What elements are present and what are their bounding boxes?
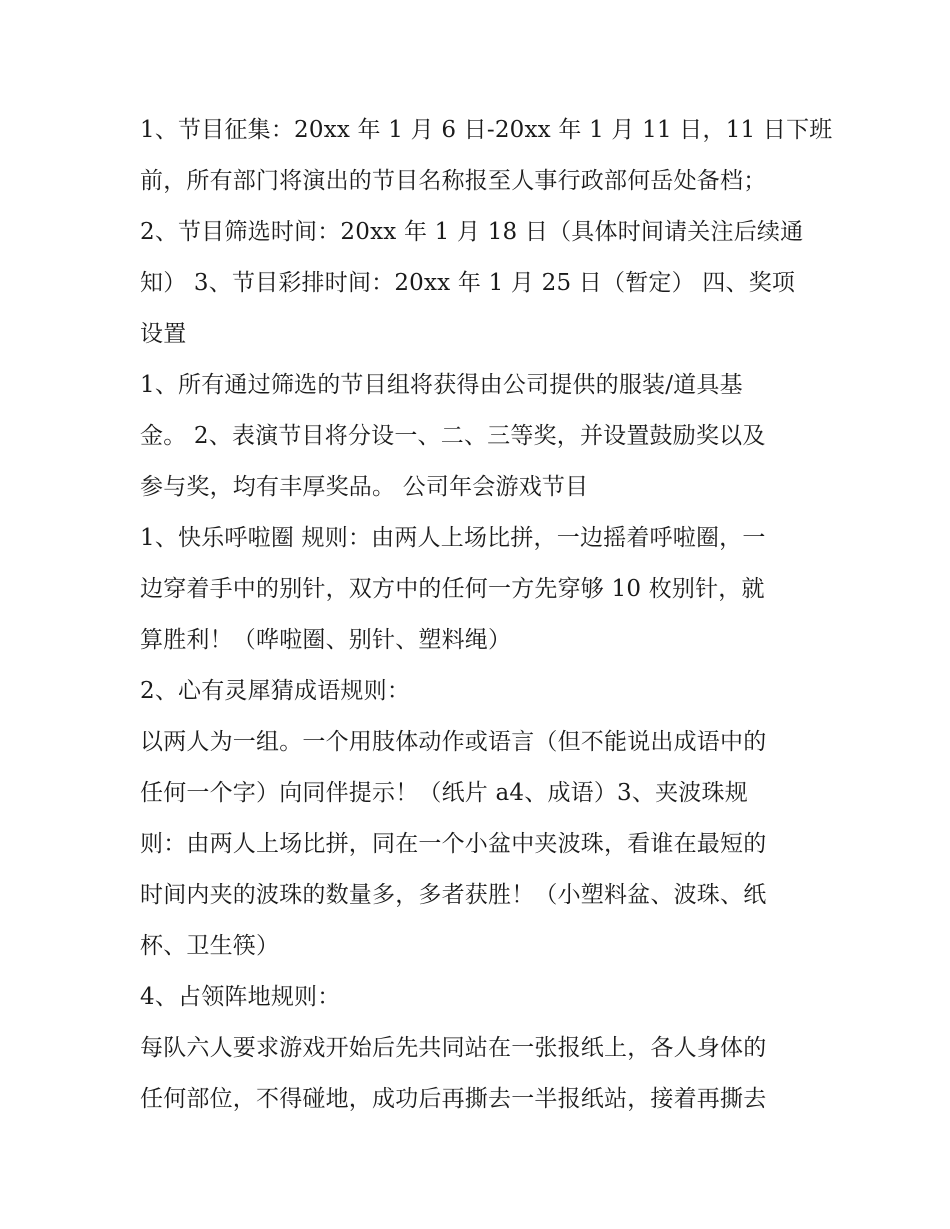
text-line: 1、快乐呼啦圈 规则：由两人上场比拼，一边摇着呼啦圈，一 xyxy=(140,525,766,551)
document-body xyxy=(140,108,833,1128)
text-line: 以两人为一组。一个用肢体动作或语言（但不能说出成语中的 xyxy=(140,729,767,755)
text-line: 任何一个字）向同伴提示！（纸片 a4、成语）3、夹波珠规 xyxy=(140,780,748,806)
text-line: 1、所有通过筛选的节目组将获得由公司提供的服装/道具基 xyxy=(140,372,743,398)
text-line: 金。 2、表演节目将分设一、二、三等奖，并设置鼓励奖以及 xyxy=(140,423,766,449)
text-line: 时间内夹的波珠的数量多，多者获胜！（小塑料盆、波珠、纸 xyxy=(140,882,767,908)
text-line: 任何部位，不得碰地，成功后再撕去一半报纸站，接着再撕去 xyxy=(140,1086,767,1112)
text-line: 2、心有灵犀猜成语规则： xyxy=(140,678,411,704)
text-line: 2、节目筛选时间：20xx 年 1 月 18 日（具体时间请关注后续通 xyxy=(140,219,804,245)
text-line: 参与奖，均有丰厚奖品。 公司年会游戏节目 xyxy=(140,474,589,500)
text-line: 则：由两人上场比拼，同在一个小盆中夹波珠，看谁在最短的 xyxy=(140,831,767,857)
text-line: 4、占领阵地规则： xyxy=(140,984,341,1010)
text-line: 1、节目征集：20xx 年 1 月 6 日-20xx 年 1 月 11 日，11 日下班 xyxy=(140,117,833,143)
text-line: 知） 3、节目彩排时间：20xx 年 1 月 25 日（暂定） 四、奖项 xyxy=(140,270,796,296)
text-line: 设置 xyxy=(140,321,187,347)
text-line: 杯、卫生筷） xyxy=(140,933,280,959)
text-line: 每队六人要求游戏开始后先共同站在一张报纸上，各人身体的 xyxy=(140,1035,767,1061)
text-line: 边穿着手中的别针，双方中的任何一方先穿够 10 枚别针，就 xyxy=(140,576,765,602)
text-line: 前，所有部门将演出的节目名称报至人事行政部何岳处备档； xyxy=(140,168,767,194)
text-line: 算胜利！（哗啦圈、别针、塑料绳） xyxy=(140,627,512,653)
